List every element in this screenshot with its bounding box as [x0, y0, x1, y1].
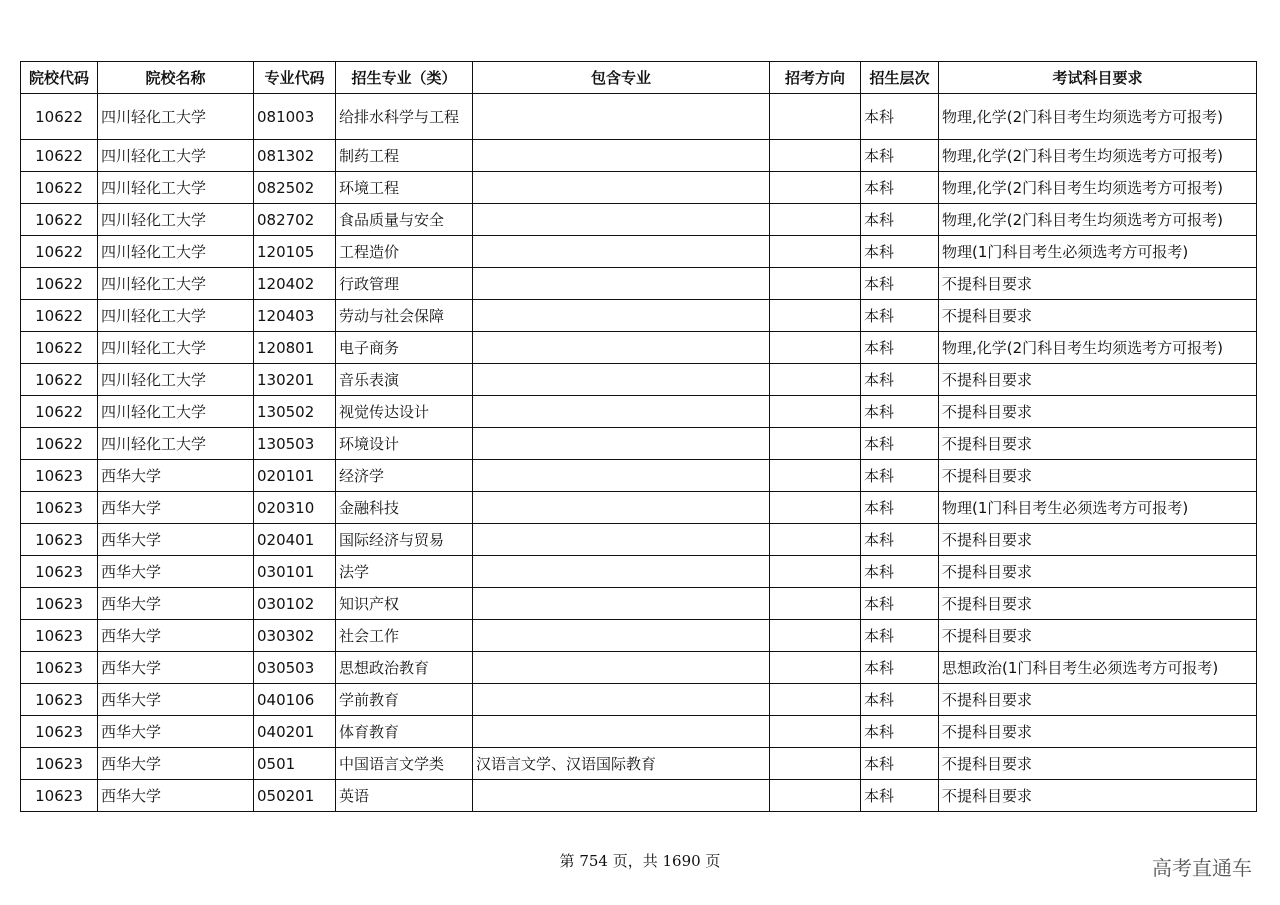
cell-level: 本科 [861, 524, 939, 556]
cell-school-code: 10623 [21, 780, 98, 812]
cell-school-name: 西华大学 [98, 748, 254, 780]
cell-major: 音乐表演 [336, 364, 473, 396]
cell-major: 环境工程 [336, 172, 473, 204]
admissions-table [20, 61, 1257, 812]
cell-major-code: 030302 [254, 620, 336, 652]
watermark: 高考直通车 [1152, 856, 1252, 880]
cell-level: 本科 [861, 620, 939, 652]
table-row [21, 492, 1257, 524]
cell-major: 电子商务 [336, 332, 473, 364]
cell-school-code: 10622 [21, 140, 98, 172]
cell-level: 本科 [861, 94, 939, 140]
cell-school-code: 10623 [21, 588, 98, 620]
cell-major-code: 050201 [254, 780, 336, 812]
cell-included-majors [473, 780, 770, 812]
table-row [21, 332, 1257, 364]
cell-included-majors [473, 236, 770, 268]
cell-school-code: 10622 [21, 332, 98, 364]
cell-major-code: 120105 [254, 236, 336, 268]
cell-direction [770, 620, 861, 652]
cell-subject-requirement: 物理,化学(2门科目考生均须选考方可报考) [939, 204, 1257, 236]
cell-major-code: 081003 [254, 94, 336, 140]
cell-school-code: 10622 [21, 428, 98, 460]
header-level: 招生层次 [861, 62, 939, 94]
cell-level: 本科 [861, 716, 939, 748]
cell-direction [770, 140, 861, 172]
cell-direction [770, 396, 861, 428]
cell-major: 国际经济与贸易 [336, 524, 473, 556]
header-major: 招生专业（类） [336, 62, 473, 94]
cell-major-code: 120801 [254, 332, 336, 364]
cell-subject-requirement: 不提科目要求 [939, 556, 1257, 588]
cell-school-code: 10622 [21, 94, 98, 140]
cell-school-code: 10622 [21, 300, 98, 332]
cell-school-name: 西华大学 [98, 460, 254, 492]
cell-major: 学前教育 [336, 684, 473, 716]
cell-major-code: 130502 [254, 396, 336, 428]
cell-direction [770, 204, 861, 236]
cell-school-code: 10623 [21, 716, 98, 748]
table-row [21, 780, 1257, 812]
cell-level: 本科 [861, 684, 939, 716]
cell-major-code: 082702 [254, 204, 336, 236]
header-school-code: 院校代码 [21, 62, 98, 94]
cell-direction [770, 492, 861, 524]
cell-major: 制药工程 [336, 140, 473, 172]
cell-major-code: 120403 [254, 300, 336, 332]
cell-school-code: 10623 [21, 684, 98, 716]
cell-included-majors [473, 300, 770, 332]
table-row [21, 300, 1257, 332]
cell-major-code: 020310 [254, 492, 336, 524]
cell-subject-requirement: 不提科目要求 [939, 684, 1257, 716]
cell-subject-requirement: 物理(1门科目考生必须选考方可报考) [939, 236, 1257, 268]
cell-included-majors [473, 652, 770, 684]
cell-school-name: 西华大学 [98, 652, 254, 684]
cell-school-code: 10622 [21, 204, 98, 236]
cell-level: 本科 [861, 364, 939, 396]
cell-school-name: 西华大学 [98, 588, 254, 620]
cell-major-code: 120402 [254, 268, 336, 300]
cell-included-majors [473, 492, 770, 524]
cell-included-majors [473, 716, 770, 748]
cell-major: 视觉传达设计 [336, 396, 473, 428]
cell-included-majors [473, 268, 770, 300]
cell-direction [770, 524, 861, 556]
cell-subject-requirement: 不提科目要求 [939, 716, 1257, 748]
cell-direction [770, 460, 861, 492]
cell-included-majors: 汉语言文学、汉语国际教育 [473, 748, 770, 780]
cell-major: 行政管理 [336, 268, 473, 300]
cell-school-code: 10622 [21, 364, 98, 396]
cell-direction [770, 94, 861, 140]
cell-major: 工程造价 [336, 236, 473, 268]
table-row [21, 172, 1257, 204]
cell-major-code: 040201 [254, 716, 336, 748]
cell-school-name: 西华大学 [98, 524, 254, 556]
cell-included-majors [473, 556, 770, 588]
cell-major: 金融科技 [336, 492, 473, 524]
cell-level: 本科 [861, 236, 939, 268]
table-row [21, 524, 1257, 556]
cell-level: 本科 [861, 748, 939, 780]
cell-school-code: 10623 [21, 460, 98, 492]
cell-direction [770, 780, 861, 812]
table-row [21, 748, 1257, 780]
header-major-code: 专业代码 [254, 62, 336, 94]
cell-major-code: 040106 [254, 684, 336, 716]
cell-included-majors [473, 620, 770, 652]
cell-included-majors [473, 364, 770, 396]
cell-direction [770, 364, 861, 396]
cell-school-code: 10622 [21, 236, 98, 268]
cell-school-name: 西华大学 [98, 492, 254, 524]
cell-school-name: 四川轻化工大学 [98, 204, 254, 236]
cell-school-name: 西华大学 [98, 684, 254, 716]
cell-subject-requirement: 不提科目要求 [939, 396, 1257, 428]
cell-school-code: 10622 [21, 396, 98, 428]
cell-subject-requirement: 物理(1门科目考生必须选考方可报考) [939, 492, 1257, 524]
cell-school-code: 10623 [21, 524, 98, 556]
cell-included-majors [473, 140, 770, 172]
cell-direction [770, 268, 861, 300]
header-included-majors: 包含专业 [473, 62, 770, 94]
cell-direction [770, 428, 861, 460]
cell-school-code: 10622 [21, 172, 98, 204]
cell-subject-requirement: 物理,化学(2门科目考生均须选考方可报考) [939, 332, 1257, 364]
cell-major: 法学 [336, 556, 473, 588]
cell-school-name: 四川轻化工大学 [98, 172, 254, 204]
cell-subject-requirement: 物理,化学(2门科目考生均须选考方可报考) [939, 172, 1257, 204]
cell-major: 思想政治教育 [336, 652, 473, 684]
cell-major: 中国语言文学类 [336, 748, 473, 780]
cell-included-majors [473, 332, 770, 364]
cell-subject-requirement: 物理,化学(2门科目考生均须选考方可报考) [939, 140, 1257, 172]
cell-school-name: 四川轻化工大学 [98, 332, 254, 364]
cell-included-majors [473, 588, 770, 620]
cell-subject-requirement: 不提科目要求 [939, 780, 1257, 812]
cell-subject-requirement: 不提科目要求 [939, 364, 1257, 396]
table-row [21, 204, 1257, 236]
cell-school-name: 西华大学 [98, 716, 254, 748]
cell-level: 本科 [861, 300, 939, 332]
cell-level: 本科 [861, 652, 939, 684]
cell-major-code: 030102 [254, 588, 336, 620]
cell-subject-requirement: 不提科目要求 [939, 428, 1257, 460]
cell-direction [770, 748, 861, 780]
table-row [21, 620, 1257, 652]
cell-subject-requirement: 不提科目要求 [939, 268, 1257, 300]
cell-direction [770, 684, 861, 716]
cell-school-name: 四川轻化工大学 [98, 364, 254, 396]
cell-included-majors [473, 396, 770, 428]
cell-major-code: 082502 [254, 172, 336, 204]
cell-subject-requirement: 思想政治(1门科目考生必须选考方可报考) [939, 652, 1257, 684]
table-body [21, 94, 1257, 812]
cell-direction [770, 236, 861, 268]
cell-direction [770, 716, 861, 748]
cell-major: 劳动与社会保障 [336, 300, 473, 332]
cell-school-name: 四川轻化工大学 [98, 396, 254, 428]
cell-included-majors [473, 172, 770, 204]
cell-major: 给排水科学与工程 [336, 94, 473, 140]
table-row [21, 460, 1257, 492]
cell-level: 本科 [861, 588, 939, 620]
cell-included-majors [473, 204, 770, 236]
cell-major-code: 030503 [254, 652, 336, 684]
cell-level: 本科 [861, 396, 939, 428]
cell-level: 本科 [861, 428, 939, 460]
cell-school-name: 四川轻化工大学 [98, 300, 254, 332]
cell-included-majors [473, 94, 770, 140]
cell-major-code: 0501 [254, 748, 336, 780]
cell-major: 英语 [336, 780, 473, 812]
cell-major-code: 020401 [254, 524, 336, 556]
cell-included-majors [473, 524, 770, 556]
cell-included-majors [473, 460, 770, 492]
header-row [21, 62, 1257, 94]
cell-school-name: 四川轻化工大学 [98, 268, 254, 300]
table-row [21, 684, 1257, 716]
cell-subject-requirement: 不提科目要求 [939, 620, 1257, 652]
cell-direction [770, 300, 861, 332]
cell-school-code: 10623 [21, 556, 98, 588]
cell-major-code: 081302 [254, 140, 336, 172]
cell-level: 本科 [861, 204, 939, 236]
cell-school-name: 西华大学 [98, 556, 254, 588]
cell-school-name: 四川轻化工大学 [98, 428, 254, 460]
table-row [21, 140, 1257, 172]
table-row [21, 268, 1257, 300]
cell-subject-requirement: 不提科目要求 [939, 588, 1257, 620]
cell-direction [770, 172, 861, 204]
cell-major-code: 030101 [254, 556, 336, 588]
table-row [21, 428, 1257, 460]
header-school-name: 院校名称 [98, 62, 254, 94]
cell-level: 本科 [861, 268, 939, 300]
cell-direction [770, 556, 861, 588]
cell-direction [770, 332, 861, 364]
cell-direction [770, 588, 861, 620]
cell-school-name: 四川轻化工大学 [98, 140, 254, 172]
cell-subject-requirement: 不提科目要求 [939, 300, 1257, 332]
cell-level: 本科 [861, 492, 939, 524]
cell-major: 社会工作 [336, 620, 473, 652]
header-subject-requirement: 考试科目要求 [939, 62, 1257, 94]
cell-school-code: 10623 [21, 620, 98, 652]
table-row [21, 236, 1257, 268]
cell-level: 本科 [861, 172, 939, 204]
cell-school-name: 四川轻化工大学 [98, 94, 254, 140]
cell-school-name: 西华大学 [98, 780, 254, 812]
cell-major: 经济学 [336, 460, 473, 492]
cell-subject-requirement: 物理,化学(2门科目考生均须选考方可报考) [939, 94, 1257, 140]
cell-major: 环境设计 [336, 428, 473, 460]
cell-school-name: 四川轻化工大学 [98, 236, 254, 268]
page-number: 第 754 页，共 1690 页 [559, 852, 721, 870]
cell-school-code: 10623 [21, 492, 98, 524]
cell-major-code: 130503 [254, 428, 336, 460]
table-row [21, 396, 1257, 428]
cell-included-majors [473, 684, 770, 716]
cell-school-code: 10623 [21, 748, 98, 780]
table-row [21, 652, 1257, 684]
cell-major: 知识产权 [336, 588, 473, 620]
cell-subject-requirement: 不提科目要求 [939, 460, 1257, 492]
table-row [21, 588, 1257, 620]
header-direction: 招考方向 [770, 62, 861, 94]
cell-major-code: 020101 [254, 460, 336, 492]
table-row [21, 364, 1257, 396]
cell-major-code: 130201 [254, 364, 336, 396]
cell-level: 本科 [861, 780, 939, 812]
cell-school-name: 西华大学 [98, 620, 254, 652]
cell-subject-requirement: 不提科目要求 [939, 748, 1257, 780]
cell-level: 本科 [861, 460, 939, 492]
cell-level: 本科 [861, 140, 939, 172]
table-row [21, 94, 1257, 140]
cell-direction [770, 652, 861, 684]
cell-major: 体育教育 [336, 716, 473, 748]
cell-major: 食品质量与安全 [336, 204, 473, 236]
table-row [21, 556, 1257, 588]
cell-subject-requirement: 不提科目要求 [939, 524, 1257, 556]
cell-level: 本科 [861, 556, 939, 588]
cell-included-majors [473, 428, 770, 460]
cell-school-code: 10622 [21, 268, 98, 300]
table-row [21, 716, 1257, 748]
cell-school-code: 10623 [21, 652, 98, 684]
cell-level: 本科 [861, 332, 939, 364]
